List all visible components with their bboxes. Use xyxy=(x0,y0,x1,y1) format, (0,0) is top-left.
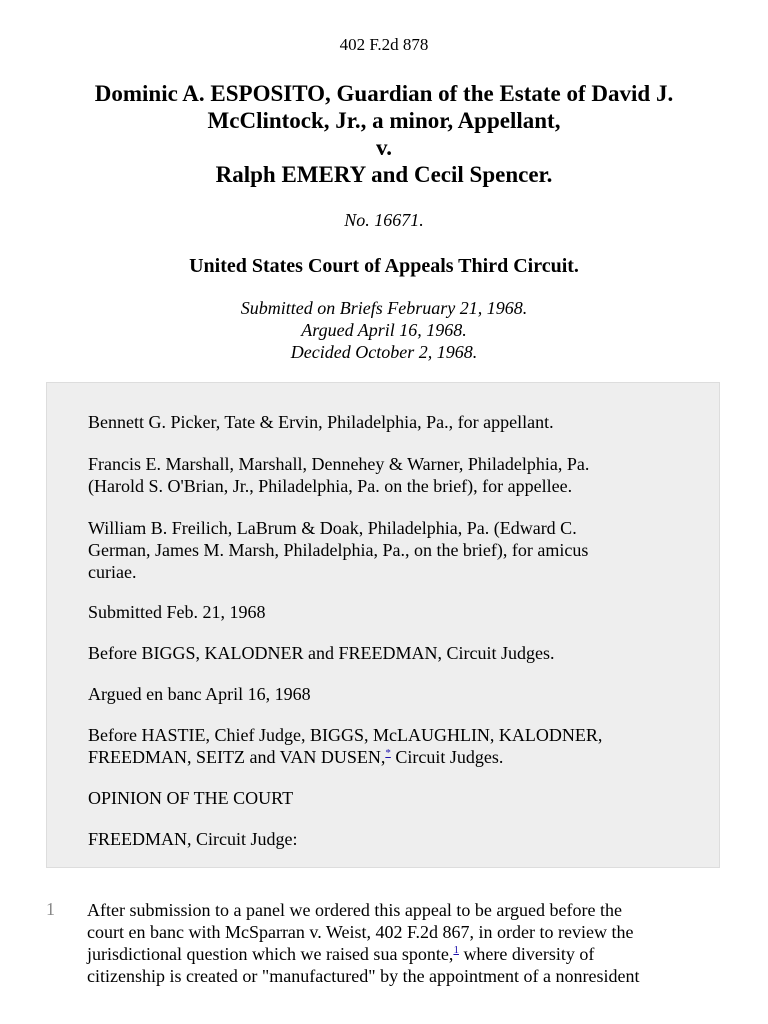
amicus-counsel-line: William B. Freilich, LaBrum & Doak, Philadelphia, Pa. (Edward C. xyxy=(88,518,577,538)
footnote-1-link[interactable]: 1 xyxy=(453,944,459,956)
amicus-counsel-line: curiae. xyxy=(88,562,137,582)
opinion-paragraph xyxy=(87,899,707,987)
footnote-star-link[interactable]: * xyxy=(385,747,391,759)
opinion-heading: OPINION OF THE COURT xyxy=(88,788,294,808)
case-citation: 402 F.2d 878 xyxy=(339,35,429,54)
amicus-counsel xyxy=(88,517,678,583)
en-banc-judges-line: Before HASTIE, Chief Judge, BIGGS, McLAUGHLIN, KALODNER, xyxy=(88,725,603,745)
appellant-counsel: Bennett G. Picker, Tate & Ervin, Philadelphia, Pa., for appellant. xyxy=(88,412,554,432)
en-banc-judges-line: FREEDMAN, SEITZ and VAN DUSEN, xyxy=(88,747,386,767)
paragraph-line-suffix: where diversity of xyxy=(458,944,595,964)
paragraph-line: jurisdictional question which we raised sua sponte, xyxy=(87,944,454,964)
amicus-counsel-line: German, James M. Marsh, Philadelphia, Pa., on the brief), for amicus xyxy=(88,540,589,560)
panel-judges: Before BIGGS, KALODNER and FREEDMAN, Circuit Judges. xyxy=(88,643,555,663)
case-title-line: Ralph EMERY and Cecil Spencer. xyxy=(215,162,553,187)
appellee-counsel xyxy=(88,453,678,497)
submitted-note: Submitted Feb. 21, 1968 xyxy=(88,602,266,622)
case-title-line: Dominic A. ESPOSITO, Guardian of the Estate of David J. xyxy=(94,81,674,106)
case-dates xyxy=(0,297,768,363)
appellee-counsel-line: Francis E. Marshall, Marshall, Dennehey & Warner, Philadelphia, Pa. xyxy=(88,454,590,474)
en-banc-judges xyxy=(88,724,678,768)
docket-number: No. 16671. xyxy=(344,210,424,230)
counsel-box xyxy=(46,382,720,868)
case-title-versus: v. xyxy=(376,135,392,160)
argued-en-banc-note: Argued en banc April 16, 1968 xyxy=(88,684,311,704)
paragraph-line: court en banc with McSparran v. Weist, 402 F.2d 867, in order to review the xyxy=(87,922,634,942)
submitted-date: Submitted on Briefs February 21, 1968. xyxy=(240,298,528,318)
court-name: United States Court of Appeals Third Circuit. xyxy=(189,255,579,277)
paragraph-line: citizenship is created or "manufactured" by the appointment of a nonresident xyxy=(87,966,640,986)
decided-date: Decided October 2, 1968. xyxy=(290,342,478,362)
argued-date: Argued April 16, 1968. xyxy=(301,320,467,340)
case-title xyxy=(40,80,728,188)
paragraph-line: After submission to a panel we ordered this appeal to be argued before the xyxy=(87,900,622,920)
en-banc-judges-suffix: Circuit Judges. xyxy=(390,747,504,767)
case-title-line: McClintock, Jr., a minor, Appellant, xyxy=(207,108,561,133)
opinion-author: FREEDMAN, Circuit Judge: xyxy=(88,829,298,849)
paragraph-number: 1 xyxy=(46,899,55,919)
appellee-counsel-line: (Harold S. O'Brian, Jr., Philadelphia, Pa. on the brief), for appellee. xyxy=(88,476,573,496)
